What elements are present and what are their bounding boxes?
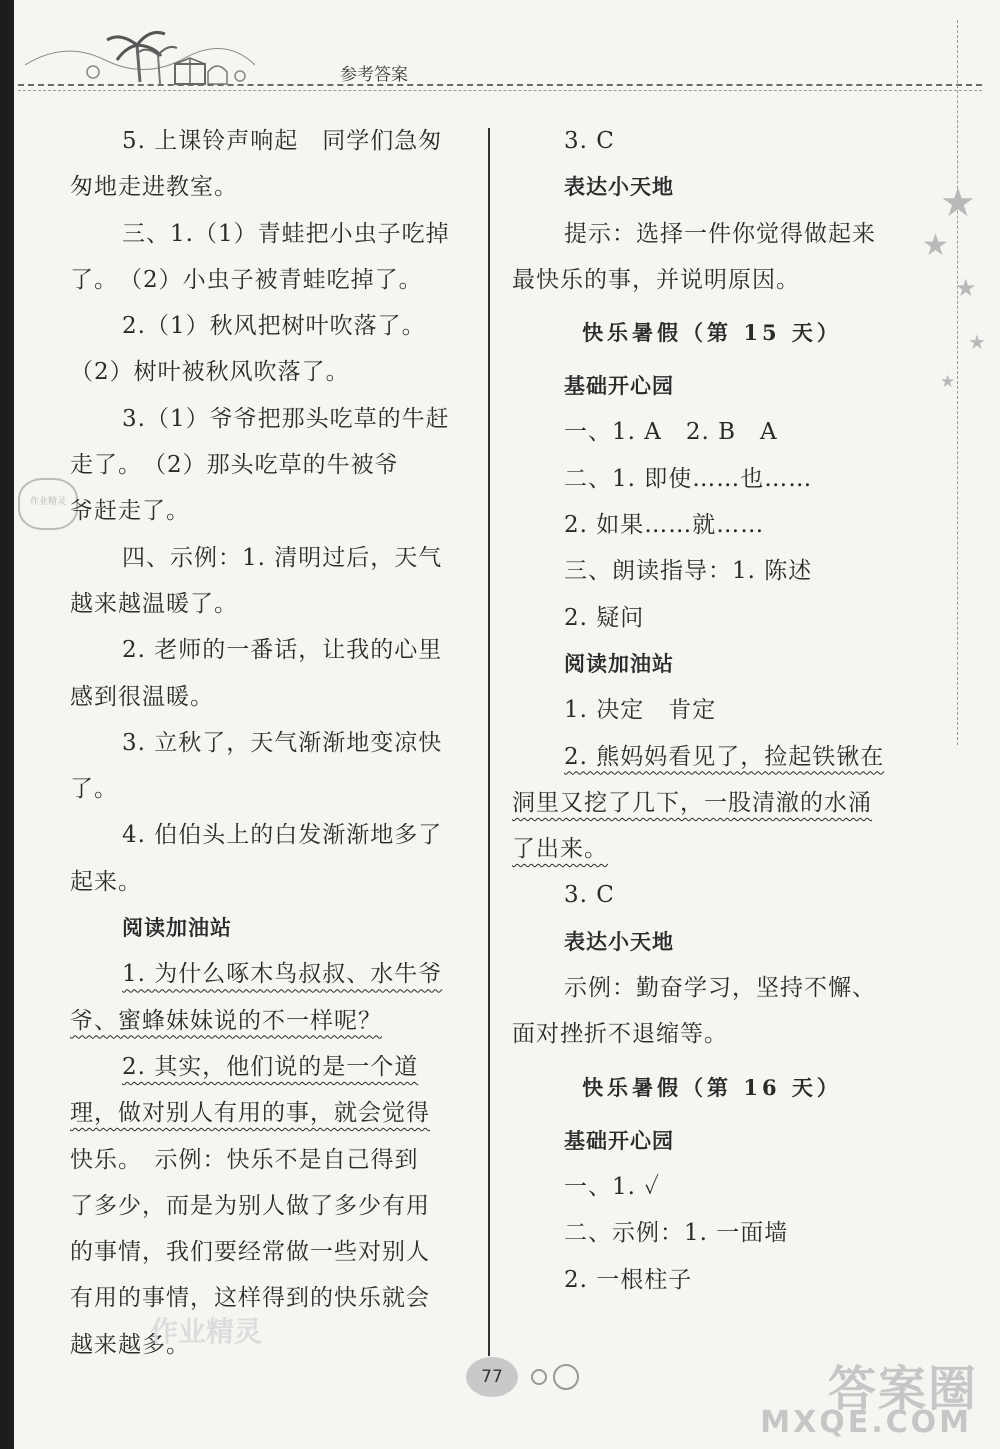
answer-line: 理，做对别人有用的事，就会觉得 <box>70 1100 430 1127</box>
answer-line: 一、1. A 2. B A <box>564 419 778 446</box>
answer-line: 洞里又挖了几下，一股清澈的水涌 <box>512 789 872 816</box>
answer-line: 3. C <box>564 128 615 154</box>
answer-line: 3.（1）爷爷把那头吃草的牛赶 <box>122 405 450 432</box>
answer-line: 2. 熊妈妈看见了，捡起铁锹在 <box>564 743 885 770</box>
page-number-bubble <box>531 1369 547 1385</box>
answer-line: 最快乐的事，并说明原因。 <box>512 266 800 293</box>
answer-line: 1. 决定 肯定 <box>564 697 717 724</box>
answer-line: 走了。 （2）那头吃草的牛被爷 <box>70 452 399 479</box>
header-divider-thin <box>18 90 982 91</box>
header-decoration-palm-books <box>25 20 255 90</box>
answer-line: 越来越温暖了。 <box>70 590 238 617</box>
page-binding-edge <box>0 0 14 1449</box>
answer-line: 2. 其实，他们说的是一个道 <box>122 1053 419 1080</box>
section-heading: 基础开心园 <box>564 1128 674 1153</box>
answer-line: 1. 为什么啄木鸟叔叔、水牛爷 <box>122 961 443 988</box>
watermark-small: 作业精灵 <box>150 1315 263 1348</box>
watermark-logo: 答案圈 <box>827 1361 978 1417</box>
answer-line: 了。 （2）小虫子被青蛙吃掉了。 <box>70 266 423 293</box>
answer-line: 的事情，我们要经常做一些对别人 <box>70 1239 430 1266</box>
section-heading: 表达小天地 <box>564 929 674 954</box>
section-heading: 基础开心园 <box>564 374 674 399</box>
star-icon: ★ <box>955 274 977 302</box>
answer-line: 3. C <box>564 882 615 909</box>
answer-line: 三、朗读指导：1. 陈述 <box>564 558 813 585</box>
answer-line: 快乐。 示例：快乐不是自己得到 <box>70 1146 419 1173</box>
answer-line: 了出来。 <box>512 836 608 863</box>
day-title: 快乐暑假（第 15 天） <box>582 320 842 346</box>
section-heading: 表达小天地 <box>564 175 674 200</box>
answer-line: 3. 立秋了，天气渐渐地变凉快 <box>122 729 443 756</box>
margin-dashed-line <box>957 20 958 745</box>
answer-line: 越来越多。 <box>70 1331 190 1358</box>
answer-line: 匆地走进教室。 <box>70 174 238 201</box>
star-icon: ★ <box>968 330 986 354</box>
answer-line: 一、1. ✓ <box>564 1173 661 1200</box>
watermark-url: MXQE.COM <box>760 1405 972 1440</box>
answer-line: 2. 如果……就…… <box>564 512 765 539</box>
answer-line: 面对挫折不退缩等。 <box>512 1021 728 1048</box>
answer-line: 了多少，而是为别人做了多少有用 <box>70 1192 430 1219</box>
star-icon: ★ <box>922 228 949 263</box>
star-icon: ★ <box>940 180 976 226</box>
answer-line: 二、示例：1. 一面墙 <box>564 1220 789 1247</box>
section-heading: 阅读加油站 <box>122 916 232 941</box>
day-title: 快乐暑假（第 16 天） <box>582 1074 842 1100</box>
answer-line: 4. 伯伯头上的白发渐渐地多了 <box>122 822 443 849</box>
answer-line: 三、1.（1）青蛙把小虫子吃掉 <box>122 220 450 247</box>
answer-line: 二、1. 即使……也…… <box>564 465 813 492</box>
page-header-title: 参考答案 <box>340 65 408 85</box>
answer-line: 了。 <box>70 776 118 803</box>
right-answer-column <box>512 118 912 1303</box>
answer-line: （2）树叶被秋风吹落了。 <box>70 359 350 386</box>
answer-line: 四、示例：1. 清明过后，天气 <box>122 544 443 571</box>
answer-line: 爷、蜜蜂妹妹说的不一样呢？ <box>70 1007 382 1034</box>
answer-line: 提示：选择一件你觉得做起来 <box>564 220 876 247</box>
stamp-watermark: 作业精灵 <box>18 478 78 530</box>
header-divider <box>18 84 982 86</box>
answer-line: 起来。 <box>70 868 142 895</box>
answer-line: 2. 老师的一番话，让我的心里 <box>122 637 443 664</box>
answer-line: 爷赶走了。 <box>70 498 190 525</box>
answer-line: 2.（1）秋风把树叶吹落了。 <box>122 313 426 340</box>
answer-line: 2. 疑问 <box>564 604 645 631</box>
answer-line: 2. 一根柱子 <box>564 1266 693 1293</box>
answer-line: 5. 上课铃声响起 同学们急匆 <box>122 128 443 154</box>
answer-line: 感到很温暖。 <box>70 683 214 710</box>
left-answer-column <box>70 118 470 1368</box>
page-number-bubble <box>553 1364 579 1390</box>
section-heading: 阅读加油站 <box>564 651 674 676</box>
column-divider <box>488 128 490 1356</box>
page-number: 77 <box>466 1357 518 1397</box>
star-icon: ★ <box>940 372 956 392</box>
answer-line: 有用的事情，这样得到的快乐就会 <box>70 1285 430 1312</box>
answer-line: 示例：勤奋学习，坚持不懈、 <box>564 975 876 1002</box>
